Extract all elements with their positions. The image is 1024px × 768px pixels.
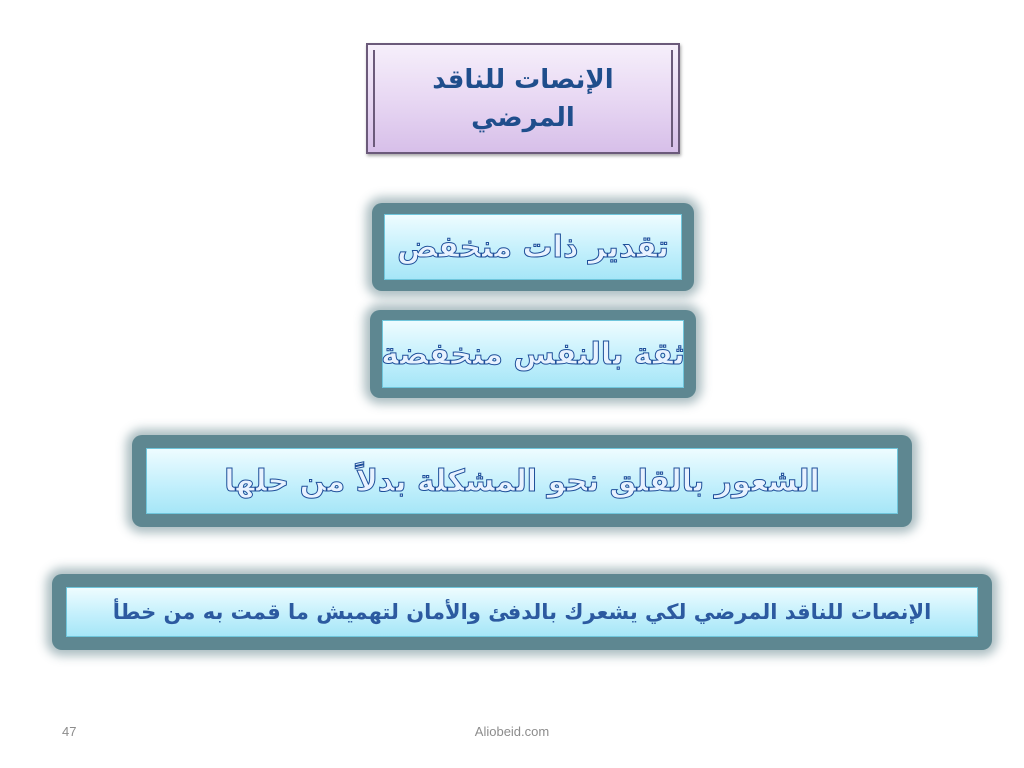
anxiety-text: الشعور بالقلق نحو المشكلة بدلاً من حلها (146, 448, 898, 514)
title-line-1: الإنصات للناقد (432, 64, 614, 95)
title-line-2: المرضي (471, 102, 575, 133)
conclusion-box (52, 574, 992, 650)
low-self-confidence-box (370, 310, 696, 398)
page-number: 47 (62, 724, 77, 739)
conclusion-text: الإنصات للناقد المرضي لكي يشعرك بالدفئ والأمان لتهميش ما قمت به من خطأ (66, 587, 978, 637)
anxiety-box (132, 435, 912, 527)
low-self-esteem-box (372, 203, 694, 291)
low-self-confidence-text: ثقة بالنفس منخفضة (382, 320, 684, 388)
title-box (366, 43, 680, 154)
low-self-esteem-text: تقدير ذات منخفض (384, 214, 682, 280)
footer-website: Aliobeid.com (474, 724, 550, 739)
slide-title (408, 61, 638, 137)
